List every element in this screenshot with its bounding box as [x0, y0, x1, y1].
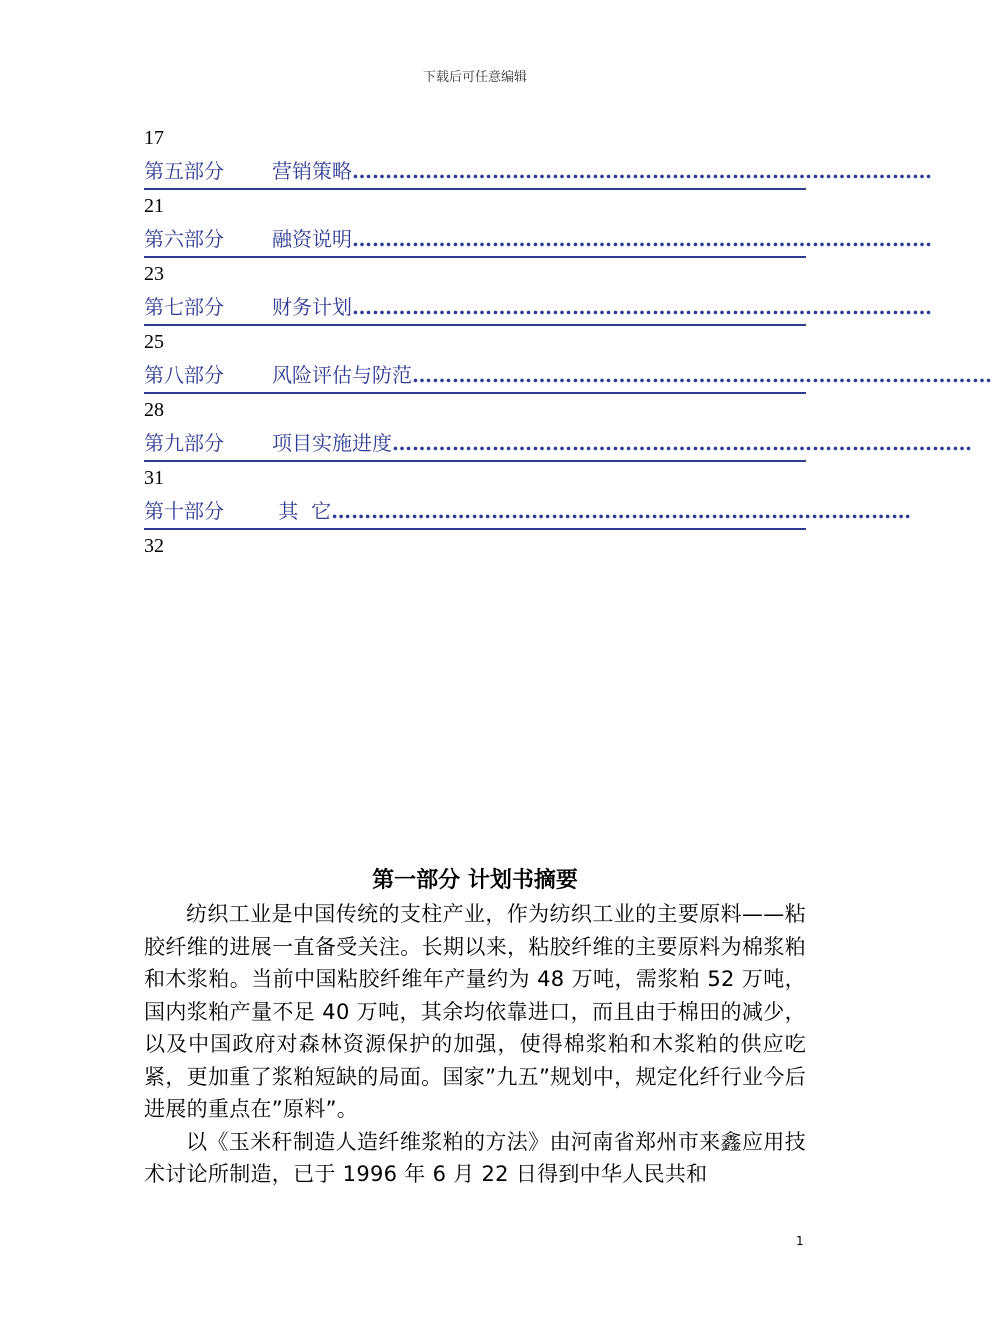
toc-link-part6[interactable] — [144, 222, 932, 258]
toc-part-label: 第七部分 — [144, 295, 224, 319]
toc-part-label: 第九部分 — [144, 431, 224, 455]
table-of-contents — [144, 122, 992, 562]
toc-link-part10[interactable] — [144, 494, 912, 530]
toc-link-part5[interactable] — [144, 154, 932, 190]
toc-page-number: 23 — [144, 263, 164, 285]
toc-part-label: 第五部分 — [144, 159, 224, 183]
toc-leader: …………………………………………………………………………… — [392, 431, 972, 455]
body-paragraph: 以《玉米秆制造人造纤维浆粕的方法》由河南省郑州市来鑫应用技术讨论所制造，已于 1996 年 6 月 22 日得到中华人民共和 — [144, 1129, 806, 1186]
toc-leader: …………………………………………………………………………… — [352, 159, 932, 183]
toc-page-number: 31 — [144, 467, 164, 489]
toc-title: 其 它 — [272, 499, 332, 523]
toc-link-part9[interactable] — [144, 426, 972, 462]
toc-link-part8[interactable] — [144, 358, 992, 394]
toc-page-number: 21 — [144, 195, 164, 217]
toc-title: 营销策略 — [272, 159, 352, 183]
toc-part-label: 第十部分 — [144, 499, 224, 523]
toc-leader: …………………………………………………………………………… — [352, 227, 932, 251]
page-number: 1 — [796, 1234, 804, 1248]
toc-leader: …………………………………………………………………………… — [352, 295, 932, 319]
toc-leader: …………………………………………………………………………… — [331, 499, 912, 523]
toc-part-label: 第六部分 — [144, 227, 224, 251]
toc-link-part7[interactable] — [144, 290, 932, 326]
toc-title: 财务计划 — [272, 295, 352, 319]
toc-title: 项目实施进度 — [272, 431, 392, 455]
toc-page-number: 32 — [144, 535, 164, 557]
section-heading: 第一部分 计划书摘要 — [372, 868, 578, 893]
header-note: 下载后可任意编辑 — [422, 70, 527, 85]
toc-page-number: 25 — [144, 331, 164, 353]
toc-page-number: 17 — [144, 127, 164, 149]
toc-leader: …………………………………………………………………………… — [412, 363, 992, 387]
summary-section — [144, 864, 806, 1191]
body-paragraph: 纺织工业是中国传统的支柱产业，作为纺织工业的主要原料——粘胶纤维的进展一直备受关注。长期以来，粘胶纤维的主要原料为棉浆粕和木浆粕。当前中国粘胶纤维年产量约为 48 万吨，需浆粕 52 万吨，国内浆粕产量不足 40 万吨，其余均依靠进口，而且由于棉田的减少，以及中国政府对森林资源保护的加强，使得棉浆粕和木浆粕的供应吃紧，更加重了浆粕短缺的局面。国家”九五”规划中，规定化纤行业今后进展的重点在”原料”。 — [144, 902, 806, 1121]
toc-title: 风险评估与防范 — [272, 363, 412, 387]
toc-title: 融资说明 — [272, 227, 352, 251]
toc-page-number: 28 — [144, 399, 164, 421]
toc-part-label: 第八部分 — [144, 363, 224, 387]
